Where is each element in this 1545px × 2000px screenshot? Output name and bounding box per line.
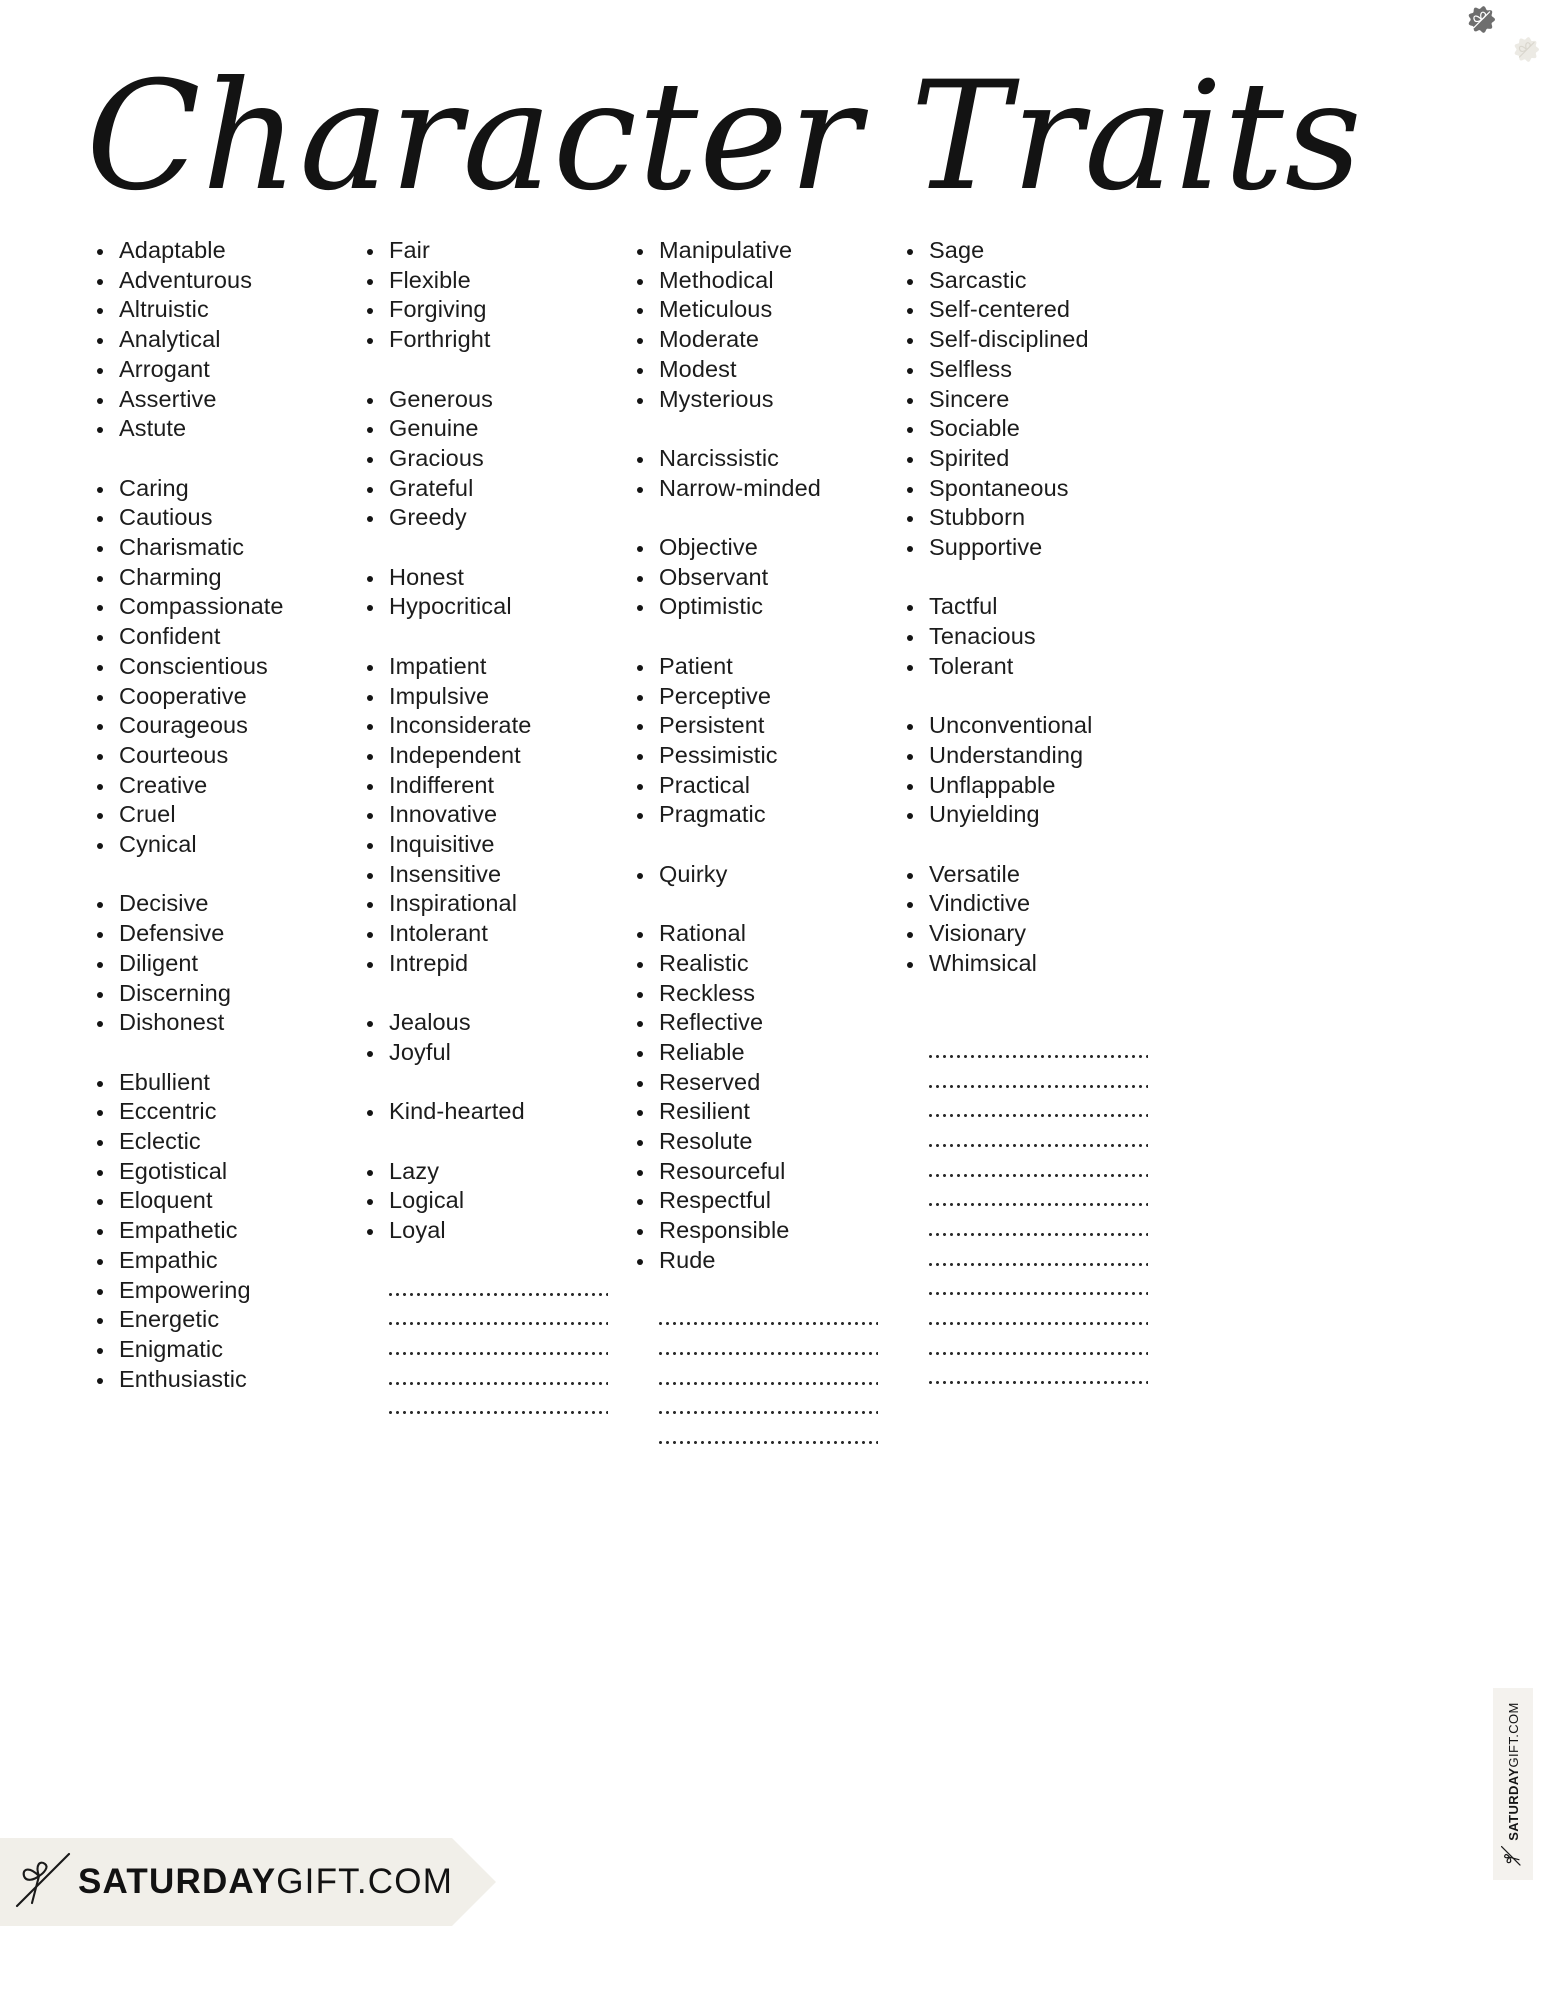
trait-item: Sincere [896,385,1166,415]
trait-item: Energetic [86,1305,356,1335]
trait-item: Assertive [86,385,356,415]
list-spacer [356,355,626,385]
list-spacer [896,1008,1166,1038]
dotted-line [929,1352,1148,1355]
bow-ribbon-icon [12,1849,74,1916]
trait-item: Unconventional [896,711,1166,741]
list-spacer [356,979,626,1009]
trait-item: Reliable [626,1038,896,1068]
trait-item: Selfless [896,355,1166,385]
trait-item: Logical [356,1186,626,1216]
dotted-line [929,1381,1148,1384]
trait-item: Decisive [86,889,356,919]
trait-item: Ebullient [86,1068,356,1098]
blank-write-in-line[interactable] [896,1157,1166,1187]
trait-item: Quirky [626,860,896,890]
trait-item: Realistic [626,949,896,979]
dotted-line [659,1382,878,1385]
trait-item: Empowering [86,1276,356,1306]
dotted-line [929,1322,1148,1325]
trait-item: Practical [626,771,896,801]
trait-item: Charming [86,563,356,593]
trait-item: Resolute [626,1127,896,1157]
trait-item: Tactful [896,592,1166,622]
trait-item: Egotistical [86,1157,356,1187]
trait-item: Spirited [896,444,1166,474]
trait-column-3 [626,236,896,1454]
trait-item: Forthright [356,325,626,355]
dotted-line [389,1411,608,1414]
trait-item: Lazy [356,1157,626,1187]
trait-item: Kind-hearted [356,1097,626,1127]
trait-item: Defensive [86,919,356,949]
trait-item: Methodical [626,266,896,296]
trait-item: Optimistic [626,592,896,622]
trait-item: Empathic [86,1246,356,1276]
blank-write-in-line[interactable] [626,1365,896,1395]
trait-item: Altruistic [86,295,356,325]
trait-item: Cautious [86,503,356,533]
blank-write-in-line[interactable] [896,1127,1166,1157]
side-brand-banner[interactable] [1493,1688,1533,1880]
list-spacer [896,563,1166,593]
blank-write-in-line[interactable] [896,1097,1166,1127]
trait-item: Self-centered [896,295,1166,325]
trait-item: Respectful [626,1186,896,1216]
trait-item: Astute [86,414,356,444]
trait-item: Rational [626,919,896,949]
trait-item: Creative [86,771,356,801]
trait-item: Gracious [356,444,626,474]
bow-ribbon-icon [1500,1844,1527,1866]
trait-item: Versatile [896,860,1166,890]
side-brand-bold: SATURDAY [1505,1767,1521,1841]
trait-item: Dishonest [86,1008,356,1038]
trait-item: Forgiving [356,295,626,325]
trait-item: Manipulative [626,236,896,266]
trait-column-2 [356,236,626,1454]
list-spacer [626,622,896,652]
dotted-line [659,1322,878,1325]
trait-item: Stubborn [896,503,1166,533]
dotted-line [929,1085,1148,1088]
trait-item: Visionary [896,919,1166,949]
trait-item: Empathetic [86,1216,356,1246]
trait-item: Impulsive [356,682,626,712]
blank-write-in-line[interactable] [896,1216,1166,1246]
trait-item: Analytical [86,325,356,355]
blank-write-in-line[interactable] [356,1305,626,1335]
trait-list [626,236,896,1454]
dotted-line [389,1293,608,1296]
trait-item: Pragmatic [626,800,896,830]
trait-item: Eccentric [86,1097,356,1127]
trait-item: Spontaneous [896,474,1166,504]
trait-item: Impatient [356,652,626,682]
footer-brand-light: GIFT.COM [276,1862,454,1901]
list-spacer [356,622,626,652]
list-spacer [86,860,356,890]
trait-item: Flexible [356,266,626,296]
dotted-line [929,1203,1148,1206]
dotted-line [929,1263,1148,1266]
blank-write-in-line[interactable] [896,1186,1166,1216]
list-spacer [86,1038,356,1068]
trait-item: Diligent [86,949,356,979]
trait-item: Intolerant [356,919,626,949]
trait-list [356,236,626,1424]
blank-write-in-line[interactable] [356,1276,626,1306]
trait-item: Understanding [896,741,1166,771]
trait-item: Observant [626,563,896,593]
footer-brand-bold: SATURDAY [78,1862,277,1901]
trait-item: Courageous [86,711,356,741]
trait-item: Tolerant [896,652,1166,682]
dotted-line [929,1114,1148,1117]
trait-item: Fair [356,236,626,266]
trait-item: Mysterious [626,385,896,415]
trait-item: Insensitive [356,860,626,890]
blank-write-in-line[interactable] [626,1335,896,1365]
side-brand-light: GIFT.COM [1505,1701,1521,1768]
trait-item: Rude [626,1246,896,1276]
list-spacer [356,1127,626,1157]
trait-item: Cynical [86,830,356,860]
trait-item: Moderate [626,325,896,355]
list-spacer [626,889,896,919]
trait-item: Resourceful [626,1157,896,1187]
footer-wordmark [78,1862,453,1902]
blank-write-in-line[interactable] [626,1394,896,1424]
trait-item: Narrow-minded [626,474,896,504]
trait-item: Tenacious [896,622,1166,652]
trait-list [896,236,1166,1394]
trait-item: Independent [356,741,626,771]
trait-item: Loyal [356,1216,626,1246]
blank-write-in-line[interactable] [896,1335,1166,1365]
blank-write-in-line[interactable] [896,1068,1166,1098]
dotted-line [389,1352,608,1355]
trait-item: Reflective [626,1008,896,1038]
trait-item: Sage [896,236,1166,266]
trait-item: Meticulous [626,295,896,325]
dotted-line [659,1441,878,1444]
trait-column-1 [86,236,356,1454]
trait-item: Sociable [896,414,1166,444]
list-spacer [356,1246,626,1276]
trait-item: Confident [86,622,356,652]
trait-item: Discerning [86,979,356,1009]
list-spacer [86,444,356,474]
confetti-flower-icon [1468,6,1495,38]
blank-write-in-line[interactable] [626,1424,896,1454]
blank-write-in-line[interactable] [356,1394,626,1424]
confetti-flower-icon [1514,37,1539,67]
trait-item: Self-disciplined [896,325,1166,355]
trait-item: Responsible [626,1216,896,1246]
trait-item: Honest [356,563,626,593]
trait-item: Innovative [356,800,626,830]
trait-item: Sarcastic [896,266,1166,296]
side-wordmark [1506,1702,1521,1841]
trait-item: Courteous [86,741,356,771]
list-spacer [626,1276,896,1306]
trait-item: Eloquent [86,1186,356,1216]
blank-write-in-line[interactable] [896,1038,1166,1068]
list-spacer [356,1068,626,1098]
dotted-line [929,1292,1148,1295]
trait-item: Jealous [356,1008,626,1038]
trait-item: Adventurous [86,266,356,296]
trait-list [86,236,356,1394]
trait-item: Whimsical [896,949,1166,979]
trait-item: Adaptable [86,236,356,266]
list-spacer [896,830,1166,860]
trait-item: Conscientious [86,652,356,682]
blank-write-in-line[interactable] [356,1365,626,1395]
trait-item: Reckless [626,979,896,1009]
trait-item: Inconsiderate [356,711,626,741]
trait-item: Charismatic [86,533,356,563]
blank-write-in-line[interactable] [896,1246,1166,1276]
trait-item: Compassionate [86,592,356,622]
blank-write-in-line[interactable] [896,1305,1166,1335]
trait-item: Persistent [626,711,896,741]
trait-item: Indifferent [356,771,626,801]
dotted-line [389,1382,608,1385]
trait-item: Unflappable [896,771,1166,801]
trait-item: Vindictive [896,889,1166,919]
trait-item: Supportive [896,533,1166,563]
trait-item: Patient [626,652,896,682]
trait-item: Joyful [356,1038,626,1068]
trait-item: Inquisitive [356,830,626,860]
blank-write-in-line[interactable] [896,1275,1166,1305]
footer-brand-banner[interactable] [0,1838,452,1926]
trait-item: Caring [86,474,356,504]
dotted-line [929,1144,1148,1147]
list-spacer [626,503,896,533]
dotted-line [929,1055,1148,1058]
trait-item: Generous [356,385,626,415]
dotted-line [389,1322,608,1325]
blank-write-in-line[interactable] [626,1305,896,1335]
trait-item: Cruel [86,800,356,830]
trait-column-4 [896,236,1166,1454]
trait-item: Narcissistic [626,444,896,474]
trait-item: Genuine [356,414,626,444]
dotted-line [659,1352,878,1355]
trait-item: Unyielding [896,800,1166,830]
side-brand-inner [1500,1702,1527,1867]
list-spacer [356,533,626,563]
trait-item: Cooperative [86,682,356,712]
trait-item: Arrogant [86,355,356,385]
trait-item: Enthusiastic [86,1365,356,1395]
list-spacer [896,979,1166,1009]
trait-item: Inspirational [356,889,626,919]
list-spacer [896,682,1166,712]
trait-item: Objective [626,533,896,563]
trait-item: Resilient [626,1097,896,1127]
trait-item: Hypocritical [356,592,626,622]
trait-item: Pessimistic [626,741,896,771]
dotted-line [929,1233,1148,1236]
blank-write-in-line[interactable] [896,1364,1166,1394]
trait-item: Greedy [356,503,626,533]
trait-item: Eclectic [86,1127,356,1157]
trait-item: Reserved [626,1068,896,1098]
trait-item: Modest [626,355,896,385]
page-title: Character Traits [86,50,1363,224]
dotted-line [659,1411,878,1414]
blank-write-in-line[interactable] [356,1335,626,1365]
dotted-line [929,1174,1148,1177]
trait-item: Intrepid [356,949,626,979]
list-spacer [626,414,896,444]
list-spacer [626,830,896,860]
trait-item: Perceptive [626,682,896,712]
trait-columns [0,236,1545,1454]
trait-item: Grateful [356,474,626,504]
trait-item: Enigmatic [86,1335,356,1365]
